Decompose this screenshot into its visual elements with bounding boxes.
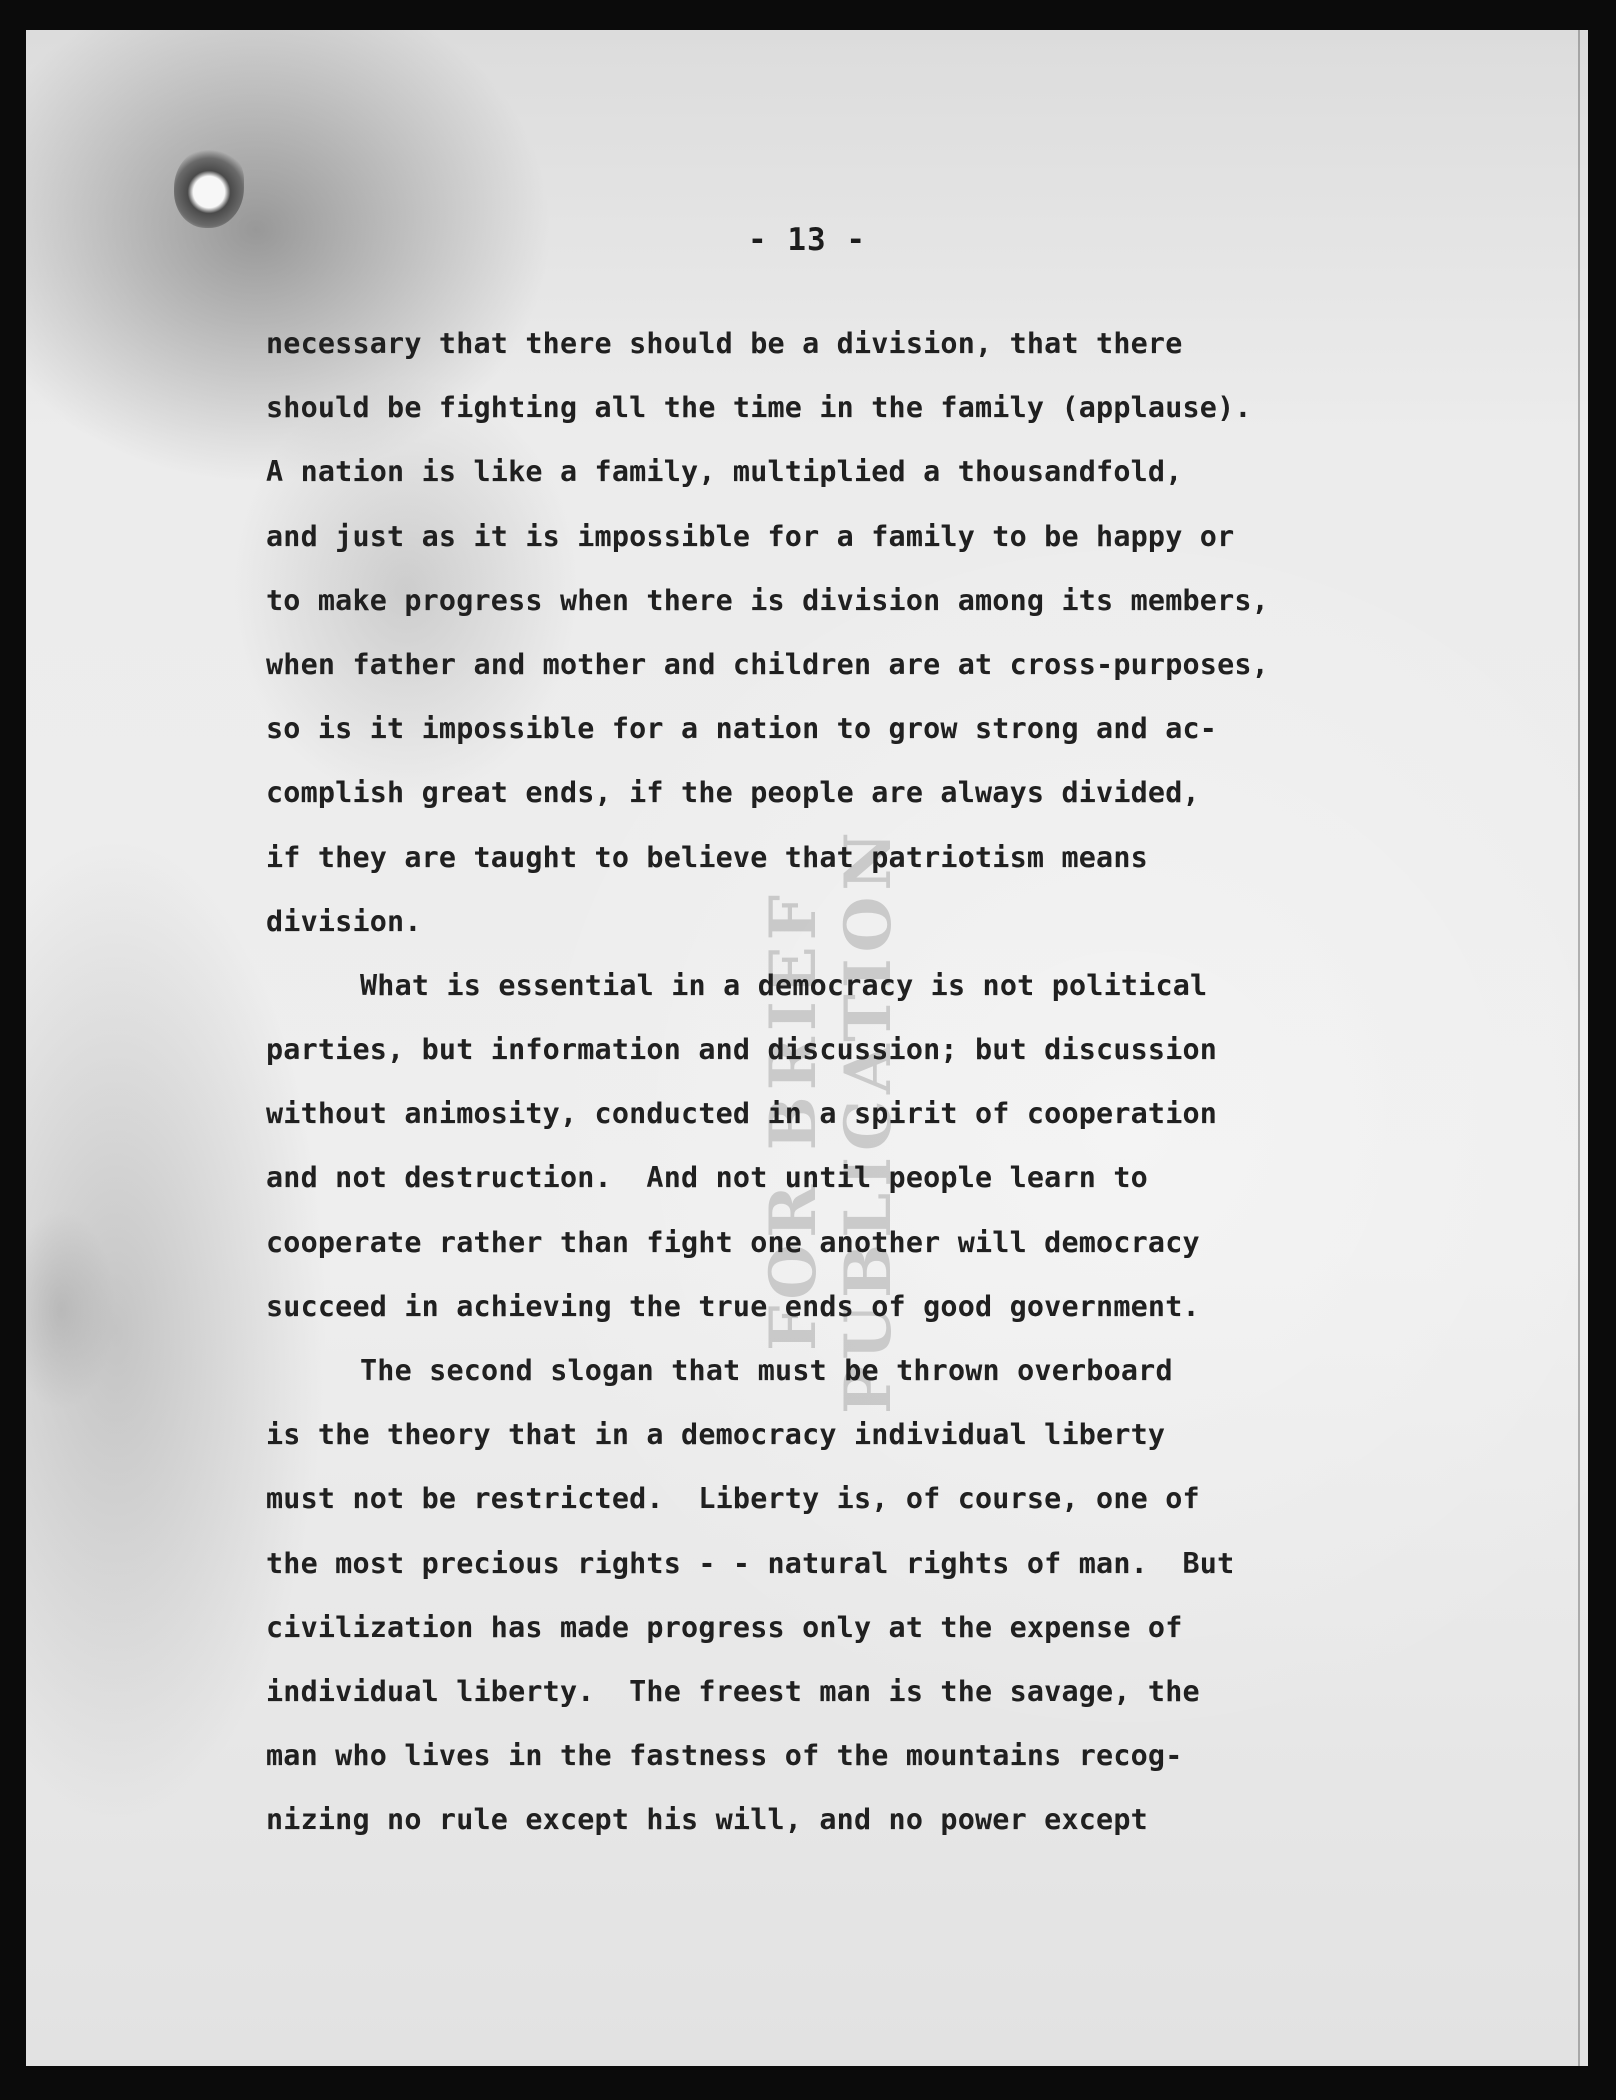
water-stain [174, 148, 244, 228]
text-line: parties, but information and discussion; but discussion [266, 1033, 1218, 1067]
text-line: and not destruction. And not until people learn to [266, 1161, 1148, 1195]
text-line: and just as it is impossible for a family to be happy or [266, 519, 1235, 553]
typed-body-text [266, 312, 1426, 1853]
text-line: cooperate rather than fight one another will democracy [266, 1225, 1200, 1259]
text-line: division. [266, 904, 422, 938]
text-line: A nation is like a family, multiplied a thousandfold, [266, 455, 1183, 489]
text-line: nizing no rule except his will, and no power except [266, 1803, 1148, 1837]
text-line: individual liberty. The freest man is the savage, the [266, 1674, 1200, 1708]
stamp-line: PUBLICATION [831, 826, 906, 1414]
text-line: complish great ends, if the people are always divided, [266, 776, 1200, 810]
text-line: should be fighting all the time in the family (applause). [266, 391, 1252, 425]
text-line: when father and mother and children are at cross-purposes, [266, 647, 1269, 681]
stamp-line: FOR BRIEF [756, 888, 831, 1352]
text-line: necessary that there should be a division, that there [266, 327, 1183, 360]
page-number: - 13 - [748, 222, 866, 258]
text-line: civilization has made progress only at the expense of [266, 1610, 1183, 1644]
page-edge [1578, 30, 1580, 2066]
text-line: if they are taught to believe that patriotism means [266, 840, 1148, 874]
text-line: man who lives in the fastness of the mountains recog- [266, 1739, 1183, 1773]
text-line: to make progress when there is division among its members, [266, 583, 1269, 617]
text-line: the most precious rights - - natural rights of man. But [266, 1546, 1235, 1580]
paragraph-start-line: What is essential in a democracy is not political [360, 968, 1208, 1002]
paper-blotch [26, 1210, 116, 1410]
document-page [26, 30, 1588, 2066]
text-line: is the theory that in a democracy individual liberty [266, 1418, 1166, 1452]
text-line: must not be restricted. Liberty is, of course, one of [266, 1482, 1200, 1516]
paragraph-start-line: The second slogan that must be thrown overboard [360, 1354, 1173, 1387]
text-line: succeed in achieving the true ends of good government. [266, 1289, 1200, 1323]
text-line: so is it impossible for a nation to grow strong and ac- [266, 712, 1218, 746]
text-line: without animosity, conducted in a spirit of cooperation [266, 1097, 1218, 1131]
